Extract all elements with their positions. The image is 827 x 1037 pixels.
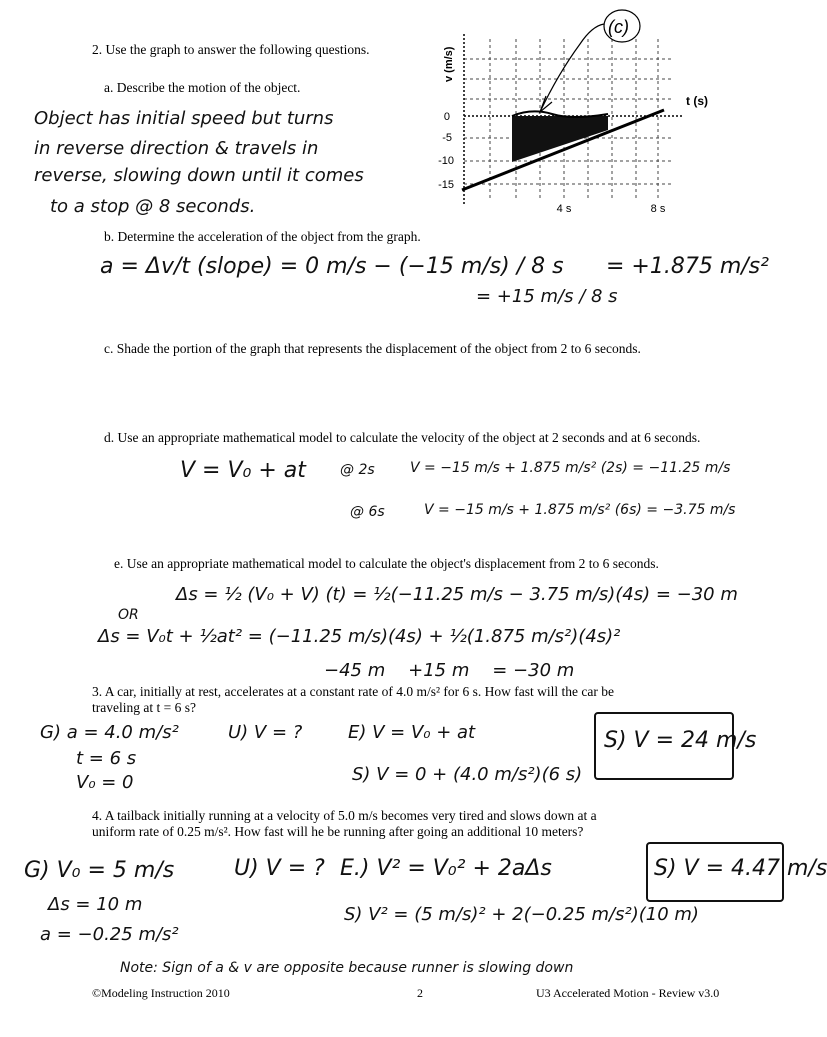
q2b-result: = +1.875 m/s² xyxy=(606,254,769,279)
q3-substitute: S) V = 0 + (4.0 m/s²)(6 s) xyxy=(352,764,583,785)
q2e-line-1: Δs = ½ (V₀ + V) (t) = ½(−11.25 m/s − 3.75 m/s)(4s) = −30 m xyxy=(176,584,738,605)
q2a-answer-line-4: to a stop @ 8 seconds. xyxy=(50,196,256,217)
q2a-answer-line-1: Object has initial speed but turns xyxy=(34,108,334,129)
graph-annotation: (c) xyxy=(608,17,629,37)
footer-left: ©Modeling Instruction 2010 xyxy=(92,986,230,1000)
q2d-formula: V = V₀ + at xyxy=(180,458,306,483)
q4-prompt-b: uniform rate of 0.25 m/s². How fast will he be running after going an additional 10 meters? xyxy=(92,824,584,839)
page-number: 2 xyxy=(417,986,423,1000)
q2d-prompt: d. Use an appropriate mathematical model to calculate the velocity of the object at 2 seconds and at 6 seconds. xyxy=(104,430,701,445)
q2d-at-2s: @ 2s xyxy=(340,462,375,478)
q2a-prompt: a. Describe the motion of the object. xyxy=(104,80,301,95)
q4-given-3: a = −0.25 m/s² xyxy=(40,924,179,945)
q2b-work-2: = +15 m/s / 8 s xyxy=(476,286,618,307)
q3-given-2: t = 6 s xyxy=(76,748,137,769)
q2-stem: 2. Use the graph to answer the following questions. xyxy=(92,42,370,57)
q3-prompt-b: traveling at t = 6 s? xyxy=(92,700,196,715)
q2e-or: OR xyxy=(118,607,139,623)
q2d-calc-6s: V = −15 m/s + 1.875 m/s² (6s) = −3.75 m/s xyxy=(424,502,736,518)
q4-equation: E.) V² = V₀² + 2aΔs xyxy=(340,856,552,881)
q4-prompt-a: 4. A tailback initially running at a velocity of 5.0 m/s becomes very tired and slows down at a xyxy=(92,808,597,823)
q3-unknown: U) V = ? xyxy=(228,722,303,743)
q4-substitute: S) V² = (5 m/s)² + 2(−0.25 m/s²)(10 m) xyxy=(344,904,699,925)
q2e-line-2: Δs = V₀t + ½at² = (−11.25 m/s)(4s) + ½(1.875 m/s²)(4s)² xyxy=(98,626,621,647)
q3-solution: S) V = 24 m/s xyxy=(604,728,757,753)
footer-right: U3 Accelerated Motion - Review v3.0 xyxy=(536,986,720,1000)
q3-prompt-a: 3. A car, initially at rest, accelerates at a constant rate of 4.0 m/s² for 6 s. How fast will the car be xyxy=(92,684,614,699)
q4-given-2: Δs = 10 m xyxy=(48,894,143,915)
ytick-neg10: -10 xyxy=(438,155,454,167)
q2b-work: a = Δv/t (slope) = 0 m/s − (−15 m/s) / 8 s xyxy=(100,254,564,279)
graph-xlabel: t (s) xyxy=(686,94,708,108)
xtick-8s: 8 s xyxy=(650,203,666,215)
q3-given-3: V₀ = 0 xyxy=(76,772,134,793)
q3-equation: E) V = V₀ + at xyxy=(348,722,476,743)
q2e-prompt: e. Use an appropriate mathematical model to calculate the object's displacement from 2 to 6 seconds. xyxy=(114,556,659,571)
velocity-time-graph xyxy=(432,4,707,219)
ytick-0: 0 xyxy=(443,111,450,123)
q4-note: Note: Sign of a & v are opposite because runner is slowing down xyxy=(120,960,574,976)
q4-answer-box xyxy=(646,842,827,902)
q2a-answer-line-2: in reverse direction & travels in xyxy=(34,138,319,159)
q4-given-1: G) V₀ = 5 m/s xyxy=(24,858,175,883)
q2a-answer-line-3: reverse, slowing down until it comes xyxy=(34,165,364,186)
q2c-prompt: c. Shade the portion of the graph that represents the displacement of the object from 2 to 6 seconds. xyxy=(104,341,641,356)
q2d-at-6s: @ 6s xyxy=(350,504,385,520)
q2b-prompt: b. Determine the acceleration of the object from the graph. xyxy=(104,229,421,244)
q2d-calc-2s: V = −15 m/s + 1.875 m/s² (2s) = −11.25 m/s xyxy=(410,460,731,476)
q3-given-1: G) a = 4.0 m/s² xyxy=(40,722,179,743)
ytick-neg15: -15 xyxy=(438,179,454,191)
q4-unknown: U) V = ? xyxy=(234,856,325,881)
ytick-neg5: -5 xyxy=(442,132,452,144)
q2e-line-3: −45 m +15 m = −30 m xyxy=(324,660,575,681)
xtick-4s: 4 s xyxy=(556,203,572,215)
q4-solution: S) V = 4.47 m/s xyxy=(654,856,827,881)
graph-ylabel: v (m/s) xyxy=(443,46,455,82)
q3-answer-box xyxy=(594,712,757,780)
